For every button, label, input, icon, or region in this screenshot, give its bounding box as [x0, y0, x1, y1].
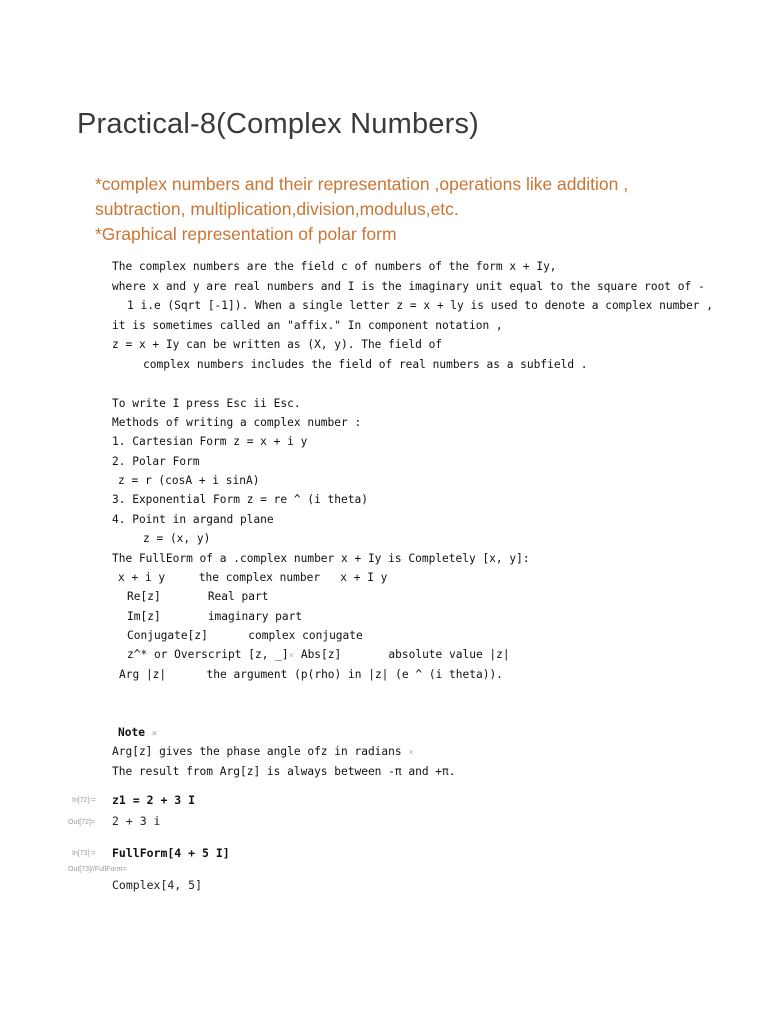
- subtitle-line: subtraction, multiplication,division,modulus,etc.: [95, 199, 459, 219]
- page-title: Practical-8(Complex Numbers): [77, 108, 480, 140]
- methods-line: Methods of writing a complex number :: [112, 416, 362, 429]
- input-cell[interactable]: FullForm[4 + 5 I]: [112, 846, 230, 860]
- methods-line: The FullEorm of a .complex number x + Iy is Completely [x, y]:: [112, 552, 530, 565]
- methods-line: To write I press Esc ii Esc.: [112, 397, 301, 410]
- methods-line: z = (x, y): [143, 532, 211, 545]
- methods-line: Conjugate[z] complex conjugate: [127, 629, 363, 642]
- intro-line: 1 i.e (Sqrt [-1]). When a single letter z = x + ly is used to denote a complex number ,: [127, 299, 713, 312]
- methods-line: x + i y the complex number x + I y: [118, 571, 388, 584]
- note-heading: [118, 726, 157, 741]
- close-icon: ×: [151, 729, 158, 739]
- intro-line: it is sometimes called an "affix." In component notation ,: [112, 319, 503, 332]
- methods-line: 4. Point in argand plane: [112, 513, 274, 526]
- methods-line: Im[z] imaginary part: [127, 610, 303, 623]
- output-cell-label: Out[73]//FullForm=: [68, 866, 127, 873]
- intro-line: z = x + Iy can be written as (X, y). The field of: [112, 338, 443, 351]
- close-icon: ×: [288, 651, 295, 661]
- methods-line: Re[z] Real part: [127, 590, 269, 603]
- methods-line: z = r (cosA + i sinA): [118, 474, 260, 487]
- intro-line: complex numbers includes the field of real numbers as a subfield .: [143, 358, 588, 371]
- methods-line: 3. Exponential Form z = re ^ (i theta): [112, 493, 368, 506]
- input-cell-label: In[72]:=: [72, 797, 96, 804]
- input-cell-label: In[73]:=: [72, 850, 96, 857]
- note-line-text: Arg[z] gives the phase angle ofz in radians: [112, 745, 402, 758]
- subtitle-line: *Graphical representation of polar form: [95, 224, 397, 244]
- methods-line: 1. Cartesian Form z = x + i y: [112, 435, 308, 448]
- note-line: The result from Arg[z] is always between -π and +π.: [112, 765, 456, 778]
- close-icon: ×: [408, 748, 414, 758]
- subtitle-block: [95, 172, 715, 247]
- note-heading-label: Note: [118, 726, 145, 739]
- conjugate-notation: z^* or Overscript [z, _]: [127, 648, 289, 661]
- intro-line: The complex numbers are the field c of numbers of the form x + Iy,: [112, 260, 557, 273]
- subtitle-line: *complex numbers and their representation ,operations like addition ,: [95, 174, 629, 194]
- methods-line: 2. Polar Form: [112, 455, 200, 468]
- note-line: [112, 745, 414, 760]
- methods-line: [127, 648, 510, 663]
- output-cell: Complex[4, 5]: [112, 878, 203, 892]
- abs-notation: Abs[z] absolute value |z|: [300, 648, 510, 661]
- intro-line: where x and y are real numbers and I is the imaginary unit equal to the square root of -: [112, 280, 705, 293]
- output-cell: 2 + 3 𝕚: [112, 814, 161, 828]
- methods-line: Arg |z| the argument (p(rho) in |z| (e ^ (i theta)).: [119, 668, 503, 681]
- input-cell[interactable]: z1 = 2 + 3 I: [112, 793, 196, 807]
- output-cell-label: Out[72]=: [68, 819, 96, 826]
